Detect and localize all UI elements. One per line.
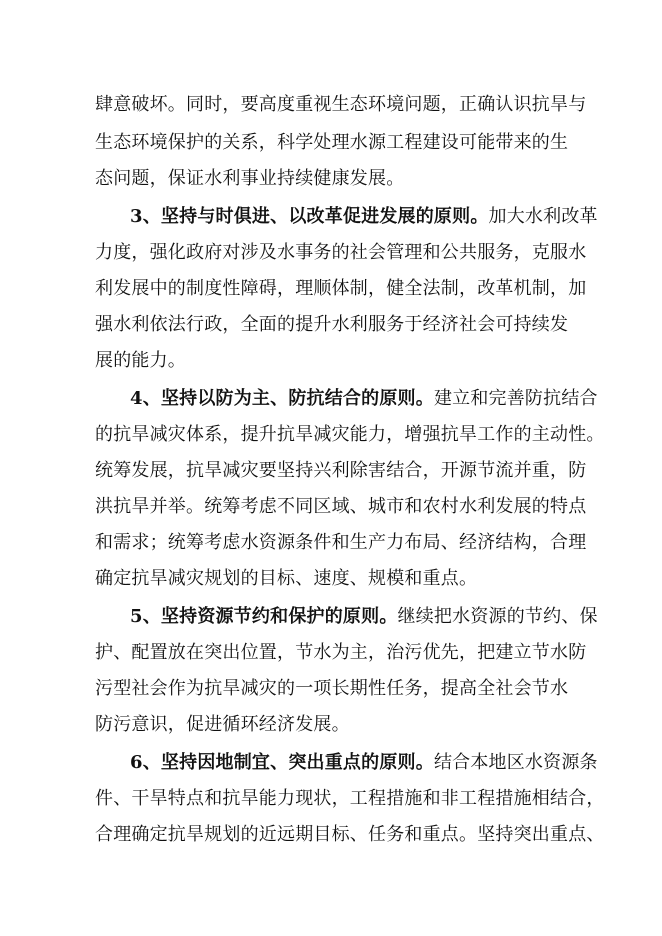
principle-5-heading: 5、坚持资源节约和保护的原则。: [130, 606, 398, 627]
body-line: 利发展中的制度性障碍，理顺体制，健全法制，改革机制，加: [95, 278, 587, 299]
body-line: 肆意破坏。同时，要高度重视生态环境问题，正确认识抗旱与: [95, 94, 587, 115]
body-line: 和需求；统筹考虑水资源条件和生产力布局、经济结构，合理: [95, 532, 587, 553]
principle-3-text: 加大水利改革: [488, 206, 598, 227]
body-line: 展的能力。: [95, 350, 186, 371]
principle-3-line: [130, 205, 598, 229]
body-line: 防污意识，促进循环经济发展。: [95, 714, 350, 735]
body-line: 态问题，保证水利事业持续健康发展。: [95, 168, 405, 189]
principle-6-heading: 6、坚持因地制宜、突出重点的原则。: [130, 752, 434, 773]
principle-6-line: [130, 751, 598, 775]
body-line: 确定抗旱减灾规划的目标、速度、规模和重点。: [95, 568, 478, 589]
principle-4-line: [130, 387, 598, 411]
body-line: 的抗旱减灾体系，提升抗旱减灾能力，增强抗旱工作的主动性。: [95, 424, 605, 445]
body-line: 生态环境保护的关系，科学处理水源工程建设可能带来的生: [95, 132, 569, 153]
body-line: 件、干旱特点和抗旱能力现状，工程措施和非工程措施相结合，: [95, 788, 605, 809]
principle-5-text: 继续把水资源的节约、保: [397, 606, 598, 627]
body-line: 污型社会作为抗旱减灾的一项长期性任务，提高全社会节水: [95, 678, 569, 699]
body-line: 力度，强化政府对涉及水事务的社会管理和公共服务，克服水: [95, 242, 587, 263]
body-line: 统筹发展，抗旱减灾要坚持兴利除害结合，开源节流并重，防: [95, 460, 587, 481]
principle-4-text: 建立和完善防抗结合: [433, 388, 598, 409]
body-line: 强水利依法行政，全面的提升水利服务于经济社会可持续发: [95, 314, 569, 335]
body-line: 护、配置放在突出位置，节水为主，治污优先，把建立节水防: [95, 642, 587, 663]
body-line: 洪抗旱并举。统筹考虑不同区域、城市和农村水利发展的特点: [95, 496, 587, 517]
principle-6-text: 结合本地区水资源条: [433, 752, 598, 773]
principle-4-heading: 4、坚持以防为主、防抗结合的原则。: [130, 388, 434, 409]
principle-3-heading: 3、坚持与时俱进、以改革促进发展的原则。: [130, 206, 489, 227]
principle-5-line: [130, 605, 598, 629]
body-line: 合理确定抗旱规划的近远期目标、任务和重点。坚持突出重点、: [95, 824, 605, 845]
